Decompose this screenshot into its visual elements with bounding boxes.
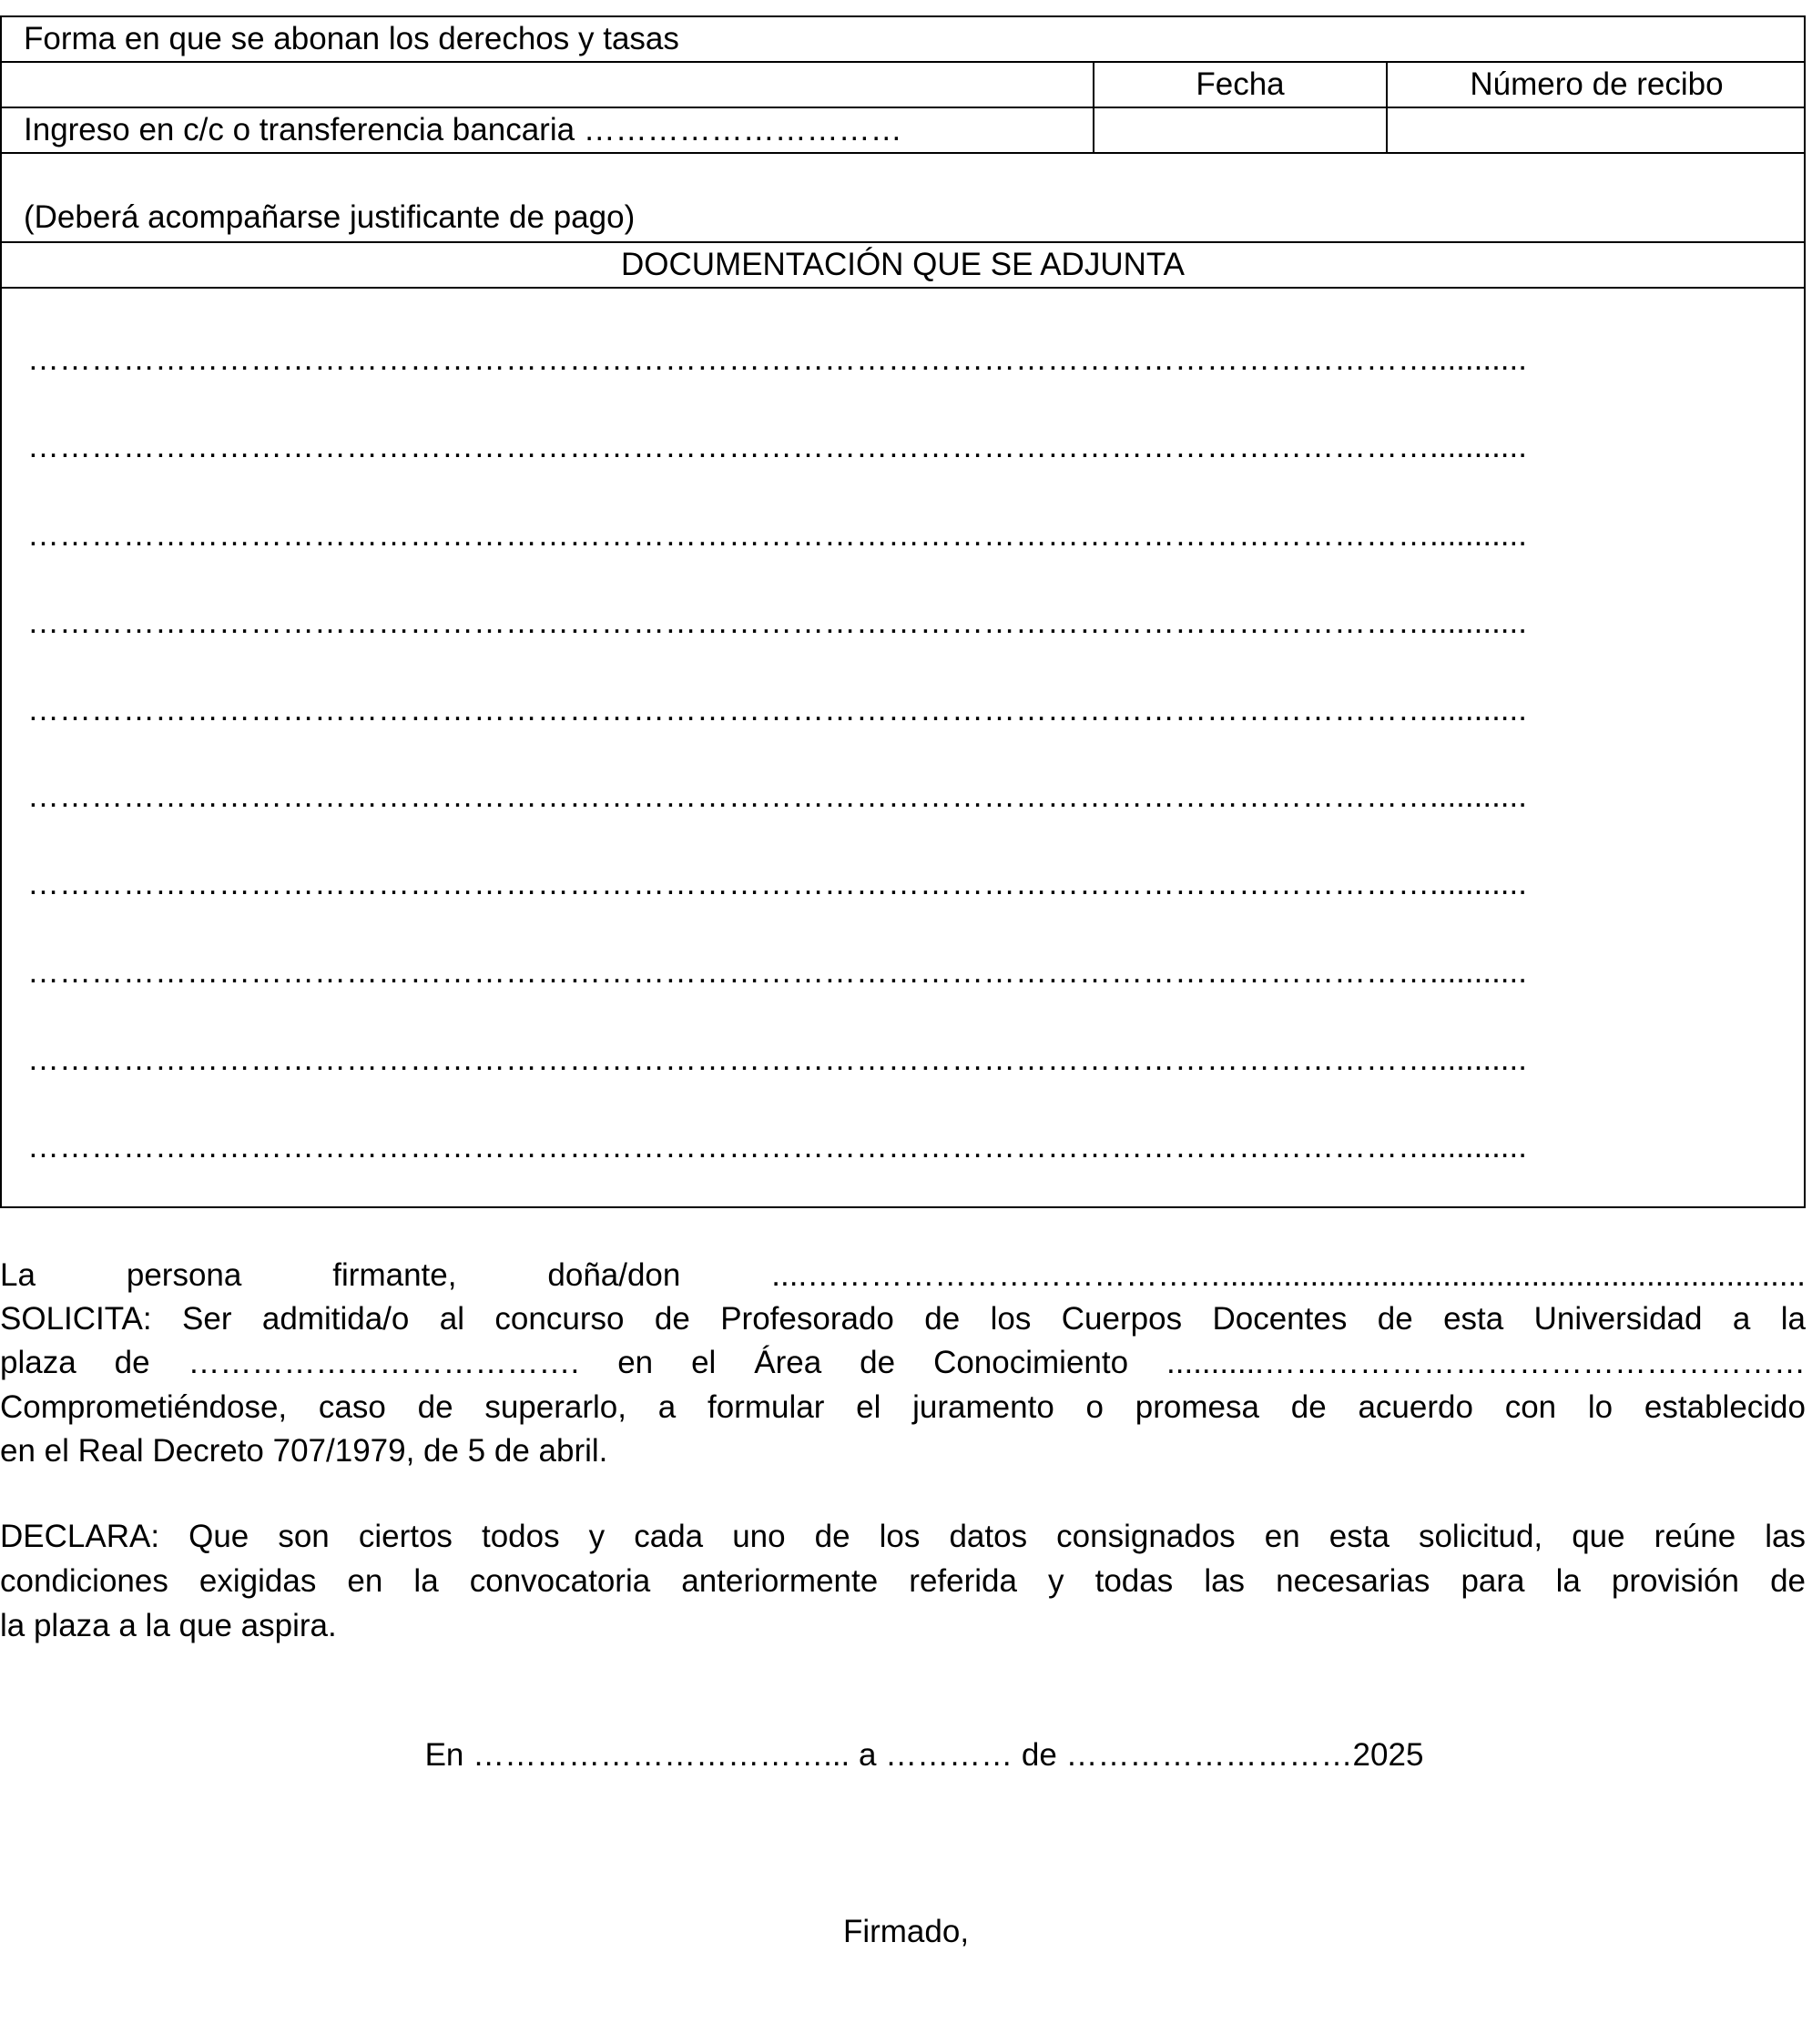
documentation-line[interactable]: ……………………………………………………………………………………………………………………........... (27, 429, 1527, 464)
solicita-line: La persona firmante, doña/don ....………………………………….................................................................. (0, 1257, 1806, 1293)
documentation-line[interactable]: ……………………………………………………………………………………………………………………........... (27, 341, 1527, 377)
payment-note: (Deberá acompañarse justificante de pago) (24, 199, 636, 235)
documentation-line[interactable]: ……………………………………………………………………………………………………………………........... (27, 517, 1527, 553)
signature-label: Firmado, (842, 1914, 970, 1949)
payment-method: Ingreso en c/c o transferencia bancaria ………………………… (24, 112, 902, 147)
documentation-line[interactable]: ……………………………………………………………………………………………………………………........... (27, 692, 1527, 727)
declara-line: condiciones exigidas en la convocatoria anteriormente referida y todas las necesarias para la provisión de (0, 1563, 1806, 1599)
documentation-line[interactable]: ……………………………………………………………………………………………………………………........... (27, 605, 1527, 640)
fecha-header: Fecha (1196, 66, 1285, 102)
recibo-field[interactable] (1388, 108, 1806, 152)
recibo-header: Número de recibo (1470, 66, 1724, 102)
payment-title: Forma en que se abonan los derechos y tasas (24, 21, 679, 56)
divider (2, 152, 1804, 154)
payment-documentation-table (0, 15, 1806, 1208)
solicita-line: plaza de ………………………………. en el Área de Conocimiento ...........…………………………………………… (0, 1345, 1806, 1380)
documentation-line[interactable]: ……………………………………………………………………………………………………………………........... (27, 954, 1527, 990)
solicita-line: Comprometiéndose, caso de superarlo, a formular el juramento o promesa de acuerdo con lo establecido (0, 1389, 1806, 1425)
declara-line: la plaza a la que aspira. (0, 1608, 337, 1643)
documentation-line[interactable]: ……………………………………………………………………………………………………………………........... (27, 1042, 1527, 1077)
divider (2, 287, 1804, 289)
declara-line: DECLARA: Que son ciertos todos y cada uno de los datos consignados en esta solicitud, que reúne las (0, 1519, 1806, 1554)
documentation-line[interactable]: ……………………………………………………………………………………………………………………........... (27, 866, 1527, 901)
fecha-field[interactable] (1094, 108, 1386, 152)
solicita-line: en el Real Decreto 707/1979, de 5 de abril. (0, 1433, 608, 1469)
documentation-line[interactable]: ……………………………………………………………………………………………………………………........... (27, 778, 1527, 814)
documentation-line[interactable]: ……………………………………………………………………………………………………………………........... (27, 1129, 1527, 1164)
place-date-line: En ……………………………... a ………… de ………………………2025 (424, 1737, 1424, 1773)
solicita-line: SOLICITA: Ser admitida/o al concurso de Profesorado de los Cuerpos Docentes de esta Universidad a la (0, 1301, 1806, 1337)
documentation-title: DOCUMENTACIÓN QUE SE ADJUNTA (620, 247, 1186, 282)
